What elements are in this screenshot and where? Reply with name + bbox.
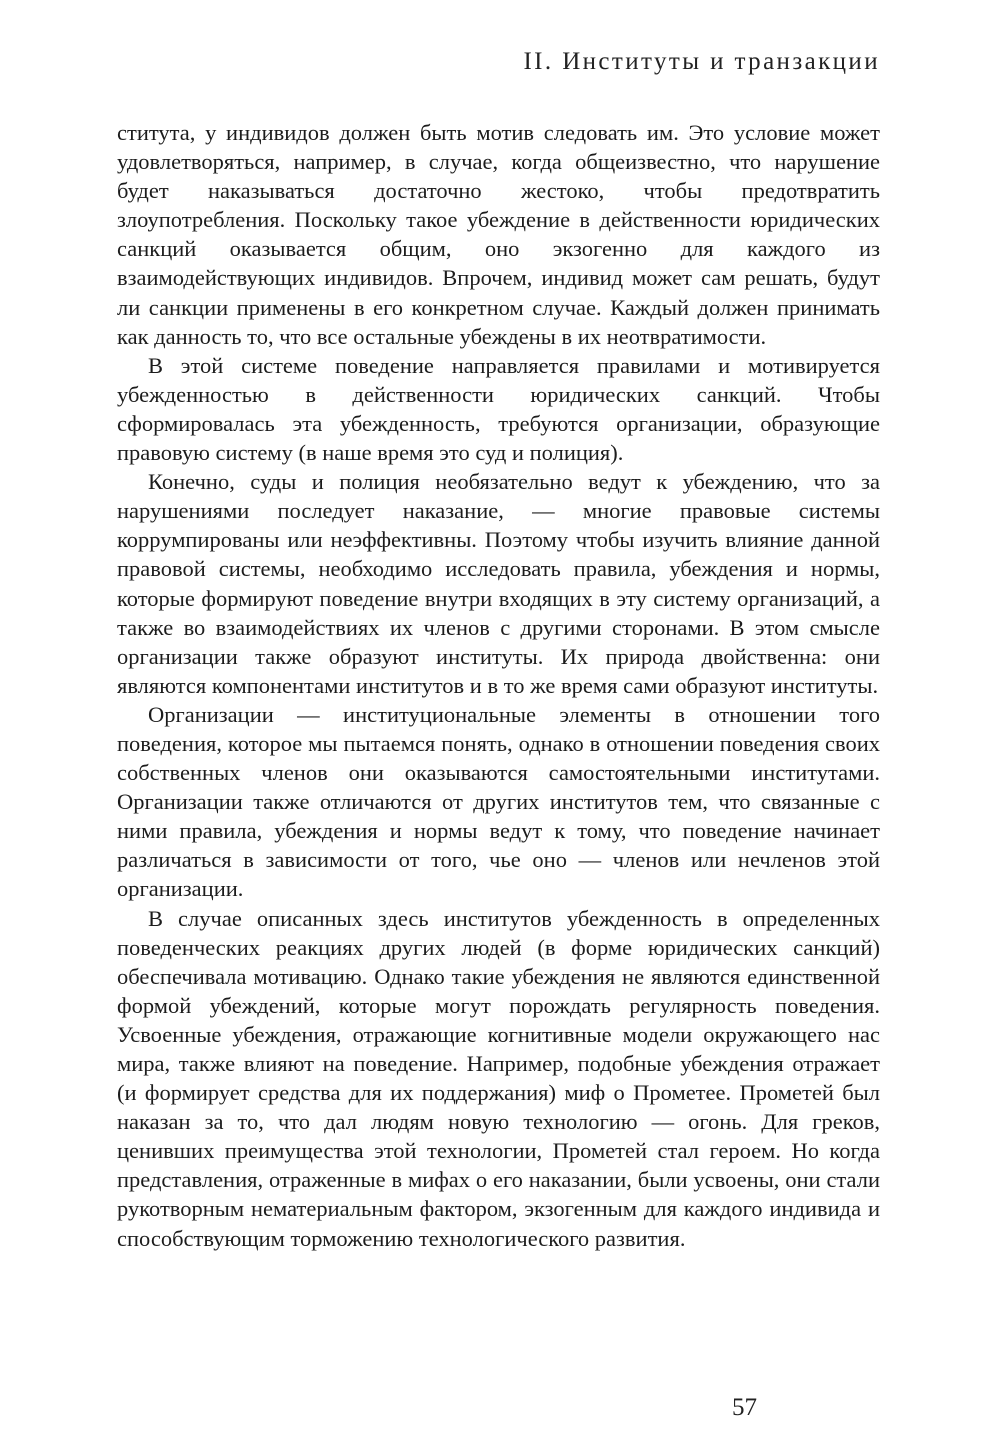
paragraph: Конечно, суды и полиция необязательно ведут к убеждению, что за нарушениями последует наказание, — многие правовые системы коррумпированы или неэффективны. Поэтому чтобы изучить влияние данной правовой системы, необходимо исследовать правила, убеждения и нормы, которые формируют поведение внутри входящих в эту систему организаций, а также во взаимодействиях их членов с другими сторонами. В этом смысле организации также образуют институты. Их природа двойственна: они являются компонентами институтов и в то же время сами образуют институты. (117, 469, 880, 698)
body-text (117, 118, 880, 1253)
paragraph: Организации — институциональные элементы в отношении того поведения, которое мы пытаемся понять, однако в отношении поведения своих собственных членов они оказываются самостоятельными институтами. Организации также отличаются от других институтов тем, что связанные с ними правила, убеждения и нормы ведут к тому, что поведение начинает различаться в зависимости от того, чье оно — членов или нечленов этой организации. (117, 701, 880, 902)
page-number: 57 (732, 1394, 757, 1421)
running-header: II. Институты и транзакции (523, 48, 880, 75)
paragraph: В этой системе поведение направляется правилами и мотивируется убежденностью в действенности юридических санкций. Чтобы сформировалась эта убежденность, требуются организации, образующие правовую систему (в наше время это суд и полиция). (117, 352, 880, 466)
paragraph-continued: ститута, у индивидов должен быть мотив следовать им. Это условие может удовлетворяться, например, в случае, когда общеизвестно, что нарушение будет наказываться достаточно жестоко, чтобы предотвратить злоупотребления. Поскольку такое убеждение в действенности юридических санкций оказывается общим, оно экзогенно для каждого из взаимодействующих индивидов. Впрочем, индивид может сам решать, будут ли санкции применены в его конкретном случае. Каждый должен принимать как данность то, что все остальные убеждены в их неотвратимости. (117, 120, 880, 349)
paragraph: В случае описанных здесь институтов убежденность в определенных поведенческих реакциях других людей (в форме юридических санкций) обеспечивала мотивацию. Однако такие убеждения не являются единственной формой убеждений, которые могут порождать регулярность поведения. Усвоенные убеждения, отражающие когнитивные модели окружающего нас мира, также влияют на поведение. Например, подобные убеждения отражает (и формирует средства для их поддержания) миф о Прометее. Прометей был наказан за то, что дал людям новую технологию — огонь. Для греков, ценивших преимущества этой технологии, Прометей стал героем. Но когда представления, отраженные в мифах о его наказании, были усвоены, они стали рукотворным нематериальным фактором, экзогенным для каждого индивида и способствующим торможению технологического развития. (117, 905, 880, 1251)
